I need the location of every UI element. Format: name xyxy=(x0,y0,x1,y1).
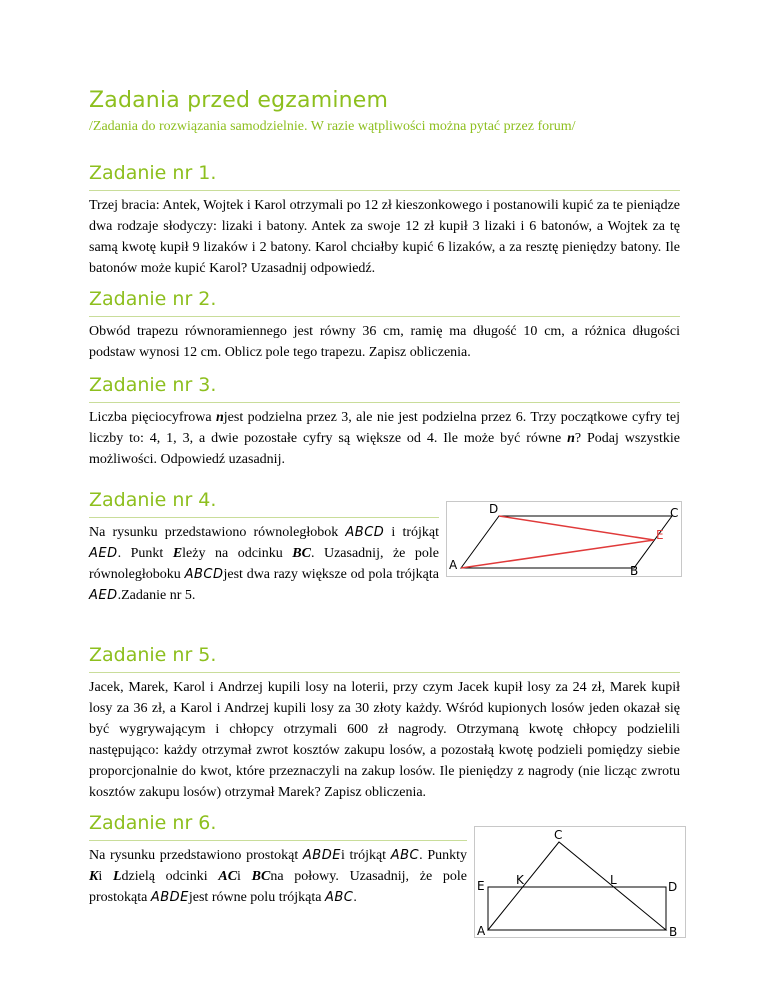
task-1-text: Trzej bracia: Antek, Wojtek i Karol otrzymali po 12 zł kieszonkowego i postanowili kupić za te pieniądze dwa rodzaje słodyczy: lizaki i batony. Antek za swoje 12 zł kupił 3 lizaki i 6 batonów, a Wojtek za tę samą kwotę kupił 9 lizaków i 2 batony. Karol chciałby kupić 6 lizaków, a za resztę pieniędzy batony. Ile batonów może kupić Karol? Uzasadnij odpowiedź. xyxy=(89,198,680,276)
task-2 xyxy=(89,288,680,363)
task-5-text: Jacek, Marek, Karol i Andrzej kupili losy na loterii, przy czym Jacek kupił losy za 24 zł, Marek kupił losy za 36 zł, a Karol i Andrzej kupili losy za 30 złoty każdy. Wśród kupionych losów jeden okazał się być wygrywającym i chłopcy otrzymali 600 zł nagrody. Otrzymaną kwotę chłopcy podzielili następująco: każdy otrzymał zwrot kosztów zakupu losów, a pozostałą kwotę podzieli pomiędzy siebie proporcjonalnie do kwot, które przeznaczyli na zakup losów. Ile pieniędzy z nagrody (nie licząc zwrotu kosztów zakupu losów) otrzymał Marek? Zapisz obliczenia. xyxy=(89,680,680,800)
label-b: B xyxy=(630,564,639,577)
text-segment: . Punkty xyxy=(419,848,467,863)
math-variable: ABDE xyxy=(150,890,189,905)
math-variable: n xyxy=(567,431,575,446)
text-segment: ? Podaj wszystkie możliwości. Odpowiedź uzasadnij. xyxy=(89,431,680,467)
segment-ae xyxy=(461,540,654,568)
task-2-text: Obwód trapezu równoramiennego jest równy 36 cm, ramię ma długość 10 cm, a różnica długości podstaw wynosi 12 cm. Oblicz pole tego trapezu. Zapisz obliczenia. xyxy=(89,324,680,360)
task-4-text xyxy=(89,522,439,606)
text-segment: leży na odcinku xyxy=(182,546,293,561)
math-variable: L xyxy=(112,869,122,884)
segment-de xyxy=(499,516,654,540)
text-segment: i trójkąt xyxy=(384,525,440,540)
math-variable: E xyxy=(172,546,183,561)
text-segment: i xyxy=(237,869,252,884)
math-variable: AED xyxy=(89,546,118,561)
rectangle-triangle-figure xyxy=(474,826,686,938)
page-title: Zadania przed egzaminem xyxy=(89,88,389,113)
page-subtitle: /Zadania do rozwiązania samodzielnie. W razie wątpliwości można pytać przez forum/ xyxy=(89,119,576,134)
task-5-heading: Zadanie nr 5. xyxy=(89,644,680,673)
label-d: D xyxy=(668,880,678,894)
text-segment: dzielą odcinki xyxy=(121,869,219,884)
text-segment: jest równe polu trójkąta xyxy=(188,890,325,905)
label-e: E xyxy=(477,879,485,893)
task-2-heading: Zadanie nr 2. xyxy=(89,288,680,317)
math-variable: K xyxy=(89,869,99,884)
text-segment: Liczba pięciocyfrowa xyxy=(89,410,216,425)
math-variable: ABC xyxy=(390,848,420,863)
label-a: A xyxy=(477,924,486,938)
text-segment: i trójkąt xyxy=(340,848,391,863)
text-segment: . xyxy=(353,890,357,905)
math-variable: BC xyxy=(251,869,271,884)
text-segment: . Punkt xyxy=(117,546,173,561)
label-a: A xyxy=(449,558,458,572)
label-b: B xyxy=(669,925,678,938)
task-3 xyxy=(89,374,680,470)
figure-frame xyxy=(475,827,686,938)
text-segment: . Uzasadnij, że pole równoległoboku xyxy=(89,546,439,582)
parallelogram-figure xyxy=(446,501,682,577)
task-1-heading: Zadanie nr 1. xyxy=(89,162,680,191)
label-l: L xyxy=(610,873,617,887)
text-segment: Na rysunku przedstawiono równoległobok xyxy=(89,525,346,540)
task-6-heading: Zadanie nr 6. xyxy=(89,812,467,841)
triangle-abc xyxy=(488,842,666,930)
task-3-heading: Zadanie nr 3. xyxy=(89,374,680,403)
label-d: D xyxy=(489,502,499,516)
math-variable: n xyxy=(215,410,224,425)
task-3-text xyxy=(89,407,680,470)
label-c: C xyxy=(670,506,679,520)
task-1 xyxy=(89,162,680,279)
label-k: K xyxy=(516,873,524,887)
math-variable: AC xyxy=(218,869,238,884)
text-segment: na połowy. Uzasadnij, że pole prostokąta xyxy=(89,869,468,905)
text-segment: Na rysunku przedstawiono prostokąt xyxy=(89,848,303,863)
text-segment: i xyxy=(98,869,113,884)
math-variable: ABCD xyxy=(184,567,224,582)
math-variable: ABDE xyxy=(302,848,341,863)
label-e: E xyxy=(656,528,664,542)
math-variable: BC xyxy=(292,546,311,561)
task-4-heading: Zadanie nr 4. xyxy=(89,489,439,518)
text-segment: .Zadanie nr 5. xyxy=(117,588,196,603)
text-segment: jest podzielna przez 3, ale nie jest podzielna przez 6. Trzy początkowe cyfry tej liczby to: 4, 1, 3, a dwie pozostałe cyfry są większe od 4. Ile może być równe xyxy=(89,410,680,446)
task-5 xyxy=(89,644,680,803)
text-segment: jest dwa razy większe od pola trójkąta xyxy=(223,567,440,582)
math-variable: ABCD xyxy=(345,525,385,540)
label-c: C xyxy=(554,828,563,842)
task-6-text xyxy=(89,845,467,908)
math-variable: AED xyxy=(89,588,118,603)
math-variable: ABC xyxy=(324,890,354,905)
